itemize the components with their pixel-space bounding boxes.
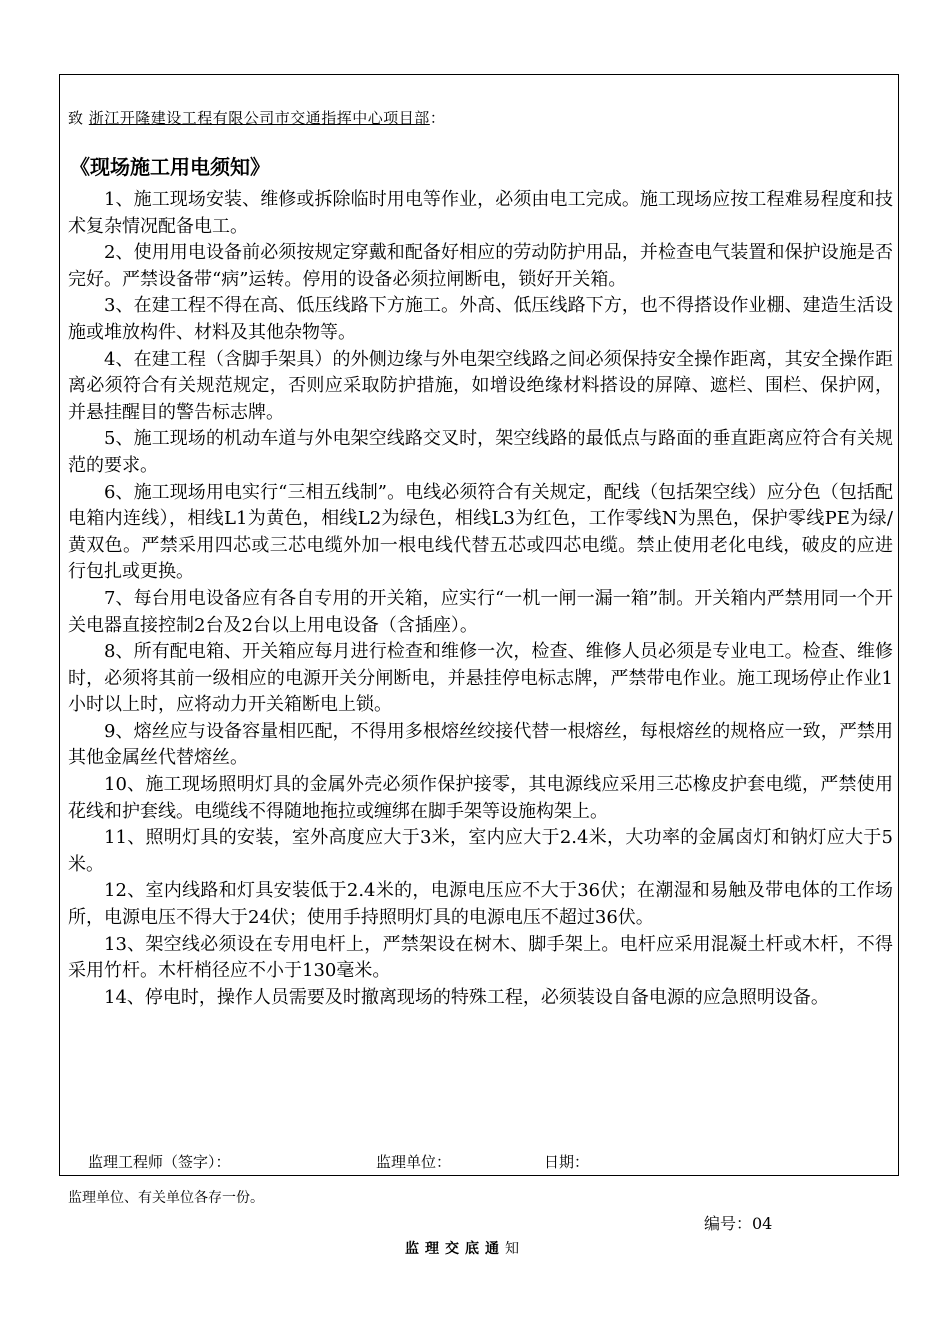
addressee-prefix: 致 [68,109,84,127]
footer-title-bold: 监理交底通 [405,1241,505,1257]
engineer-signature-label: 监理工程师（签字）： [88,1153,231,1171]
supervision-unit-label: 监理单位： [376,1153,452,1171]
rule-paragraph: 7、每台用电设备应有各自专用的开关箱，应实行“一机一闸一漏一箱”制。开关箱内严禁用同一个开关电器直接控制2台及2台以上用电设备（含插座）。 [68,587,893,636]
rule-paragraph: 13、架空线必须设在专用电杆上，严禁架设在树木、脚手架上。电杆应采用混凝土杆或木杆，不得采用竹杆。木杆梢径应不小于130毫米。 [68,933,893,982]
notice-title: 《现场施工用电须知》 [70,155,270,179]
rule-paragraph: 14、停电时，操作人员需要及时撤离现场的特殊工程，必须装设自备电源的应急照明设备。 [104,986,829,1008]
document-number: 编号：04 [704,1214,773,1233]
footer-title [405,1238,525,1258]
footer-title-normal: 知 [505,1241,525,1257]
rule-paragraph: 1、施工现场安装、维修或拆除临时用电等作业，必须由电工完成。施工现场应按工程难易程度和技术复杂情况配备电工。 [68,189,893,237]
notice-body [68,187,893,1011]
rule-paragraph: 3、在建工程不得在高、低压线路下方施工。外高、低压线路下方，也不得搭设作业棚、建造生活设施或堆放构件、材料及其他杂物等。 [68,295,893,343]
footnote: 监理单位、有关单位各存一份。 [68,1190,264,1206]
addressee-line [68,107,445,128]
rule-paragraph: 11、照明灯具的安装，室外高度应大于3米，室内应大于2.4米，大功率的金属卤灯和钠灯应大于5米。 [68,827,893,875]
rule-paragraph: 9、熔丝应与设备容量相匹配，不得用多根熔丝绞接代替一根熔丝，每根熔丝的规格应一致，严禁用其他金属丝代替熔丝。 [68,720,893,769]
rule-paragraph: 8、所有配电箱、开关箱应每月进行检查和维修一次，检查、维修人员必须是专业电工。检查、维修时，必须将其前一级相应的电源开关分闸断电，并悬挂停电标志牌，严禁带电作业。施工现场停止作业1小时以上时，应将动力开关箱断电上锁。 [68,641,893,716]
rule-paragraph: 12、室内线路和灯具安装低于2.4米的，电源电压应不大于36伏；在潮湿和易触及带电体的工作场所，电源电压不得大于24伏；使用手持照明灯具的电源电压不超过36伏。 [68,880,893,929]
date-label: 日期： [544,1153,590,1171]
addressee-suffix: ： [429,109,446,127]
addressee-org: 浙江开隆建设工程有限公司市交通指挥中心项目部 [88,109,430,127]
notice-frame [59,74,899,1176]
rule-paragraph: 6、施工现场用电实行“三相五线制”。电线必须符合有关规定，配线（包括架空线）应分色（包括配电箱内连线），相线L1为黄色，相线L2为绿色，相线L3为红色，工作零线N为黑色，保护零线PE为绿/黄双色。严禁采用四芯或三芯电缆外加一根电线代替五芯或四芯电缆。禁止使用老化电线，破皮的应进行包扎或更换。 [68,481,893,583]
rule-paragraph: 4、在建工程（含脚手架具）的外侧边缘与外电架空线路之间必须保持安全操作距离，其安全操作距离必须符合有关规范规定，否则应采取防护措施，如增设绝缘材料搭设的屏障、遮栏、围栏、保护网，并悬挂醒目的警告标志牌。 [68,348,893,423]
rule-paragraph: 2、使用用电设备前必须按规定穿戴和配备好相应的劳动防护用品，并检查电气装置和保护设施是否完好。严禁设备带“病”运转。停用的设备必须拉闸断电，锁好开关箱。 [68,242,893,290]
rule-paragraph: 10、施工现场照明灯具的金属外壳必须作保护接零，其电源线应采用三芯橡皮护套电缆，严禁使用花线和护套线。电缆线不得随地拖拉或缠绑在脚手架等设施构架上。 [68,774,893,822]
rule-paragraph: 5、施工现场的机动车道与外电架空线路交叉时，架空线路的最低点与路面的垂直距离应符合有关规范的要求。 [68,428,893,476]
